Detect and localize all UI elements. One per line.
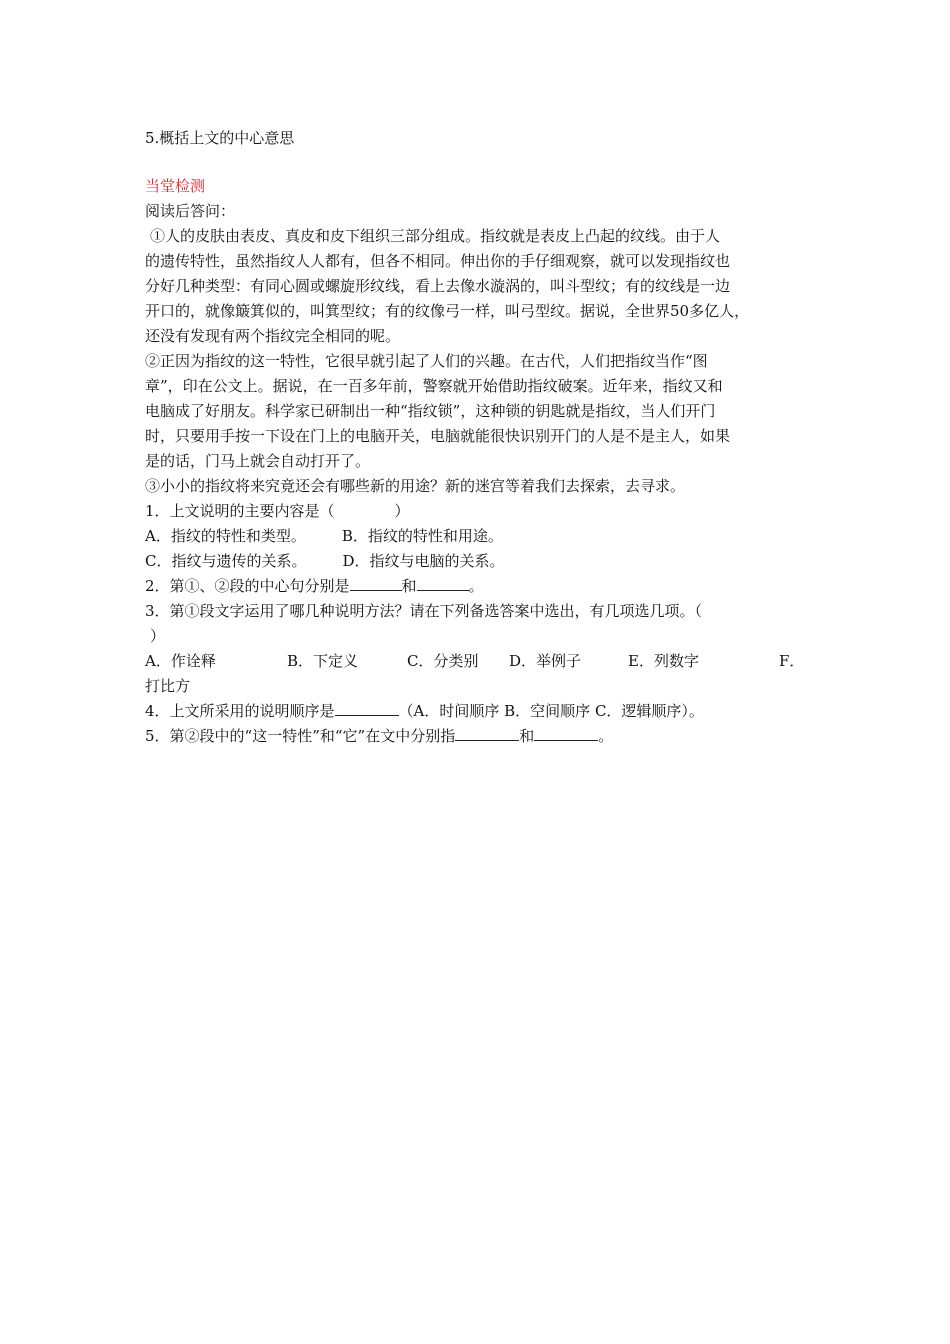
question-5 <box>145 724 613 748</box>
option-a: A．作诠释 <box>145 652 216 670</box>
option-f: F． <box>779 652 805 670</box>
option-b: B．指纹的特性和用途。 <box>341 527 503 545</box>
paragraph-1-line-2: 的遗传特性，虽然指纹人人都有，但各不相同。伸出你的手仔细观察，就可以发现指纹也 <box>145 252 731 270</box>
question-3-line-2: ） <box>150 627 166 645</box>
answer-blank[interactable] <box>335 701 399 716</box>
question-5-end: 。 <box>598 727 614 745</box>
paragraph-1-line-3: 分好几种类型：有同心圆或螺旋形纹线，看上去像水漩涡的，叫斗型纹；有的纹线是一边 <box>145 277 731 295</box>
paragraph-1-line-5: 还没有发现有两个指纹完全相同的呢。 <box>145 327 401 345</box>
instruction: 阅读后答问： <box>145 202 236 220</box>
question-4-choices: （A．时间顺序 B．空间顺序 C．逻辑顺序）。 <box>398 702 704 720</box>
option-d: D．指纹与电脑的关系。 <box>342 552 505 570</box>
question-2-text: 2．第①、②段的中心句分别是 <box>145 577 350 595</box>
question-1-options-row-2 <box>145 549 505 573</box>
option-a: A．指纹的特性和类型。 <box>145 527 306 545</box>
option-e: E．列数字 <box>628 652 699 670</box>
paragraph-2-line-1: ②正因为指纹的这一特性，它很早就引起了人们的兴趣。在古代，人们把指纹当作“图 <box>145 352 708 370</box>
option-b: B．下定义 <box>287 652 359 670</box>
question-5-text: 5．第②段中的“这一特性”和“它”在文中分别指 <box>145 727 456 745</box>
previous-question: 5.概括上文的中心意思 <box>145 129 295 147</box>
paragraph-2-line-4: 时，只要用手按一下设在门上的电脑开关，电脑就能很快识别开门的人是不是主人，如果 <box>145 427 731 445</box>
question-4-text: 4．上文所采用的说明顺序是 <box>145 702 335 720</box>
question-2-end: 。 <box>468 577 484 595</box>
paragraph-3: ③小小的指纹将来究竟还会有哪些新的用途？新的迷宫等着我们去探索，去寻求。 <box>145 477 686 495</box>
answer-blank[interactable] <box>455 726 519 741</box>
question-4 <box>145 699 704 723</box>
paragraph-2-line-5: 是的话，门马上就会自动打开了。 <box>145 452 371 470</box>
question-1-options-row-1 <box>145 524 503 548</box>
option-f-text: 打比方 <box>145 677 191 695</box>
paragraph-1-line-1: ①人的皮肤由表皮、真皮和皮下组织三部分组成。指纹就是表皮上凸起的纹线。由于人 <box>150 227 721 245</box>
question-2-connector: 和 <box>401 577 417 595</box>
option-c: C．指纹与遗传的关系。 <box>145 552 307 570</box>
paragraph-2-line-2: 章”，印在公文上。据说，在一百多年前，警察就开始借助指纹破案。近年来，指纹又和 <box>145 377 723 395</box>
section-title: 当堂检测 <box>145 177 206 195</box>
answer-blank[interactable] <box>534 726 598 741</box>
paragraph-2-line-3: 电脑成了好朋友。科学家已研制出一种“指纹锁”，这种锁的钥匙就是指纹，当人们开门 <box>145 402 716 420</box>
answer-blank[interactable] <box>350 576 402 591</box>
option-d: D．举例子 <box>509 652 582 670</box>
paragraph-1-line-4: 开口的，就像簸箕似的，叫箕型纹；有的纹像弓一样，叫弓型纹。据说，全世界50多亿人， <box>145 302 750 320</box>
option-c: C．分类别 <box>407 652 479 670</box>
question-2 <box>145 574 484 598</box>
question-1: 1．上文说明的主要内容是（ ） <box>145 502 410 520</box>
question-5-connector: 和 <box>519 727 535 745</box>
answer-blank[interactable] <box>417 576 469 591</box>
question-3-line-1: 3．第①段文字运用了哪几种说明方法？请在下列备选答案中选出，有几项选几项。（ <box>145 602 703 620</box>
